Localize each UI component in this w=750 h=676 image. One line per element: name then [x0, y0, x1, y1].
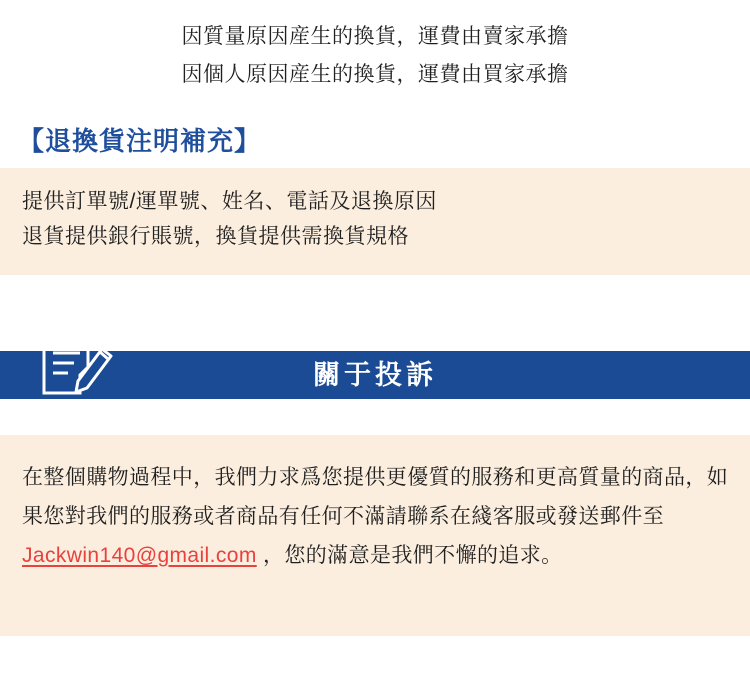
return-policy-panel [0, 168, 750, 275]
top-note-line: 因個人原因産生的換貨，運費由買家承擔 [181, 63, 569, 87]
return-policy-heading: 【退換貨注明補充】 [18, 125, 262, 156]
return-policy-line: 提供訂單號/運單號、姓名、電話及退換原因 [22, 189, 437, 213]
banner-title: 關于投訴 [313, 360, 437, 391]
pencil-note-icon [38, 327, 116, 405]
return-policy-line: 退貨提供銀行賬號，換貨提供需換貨規格 [22, 225, 409, 249]
complaint-text-before: 在整個購物過程中，我們力求爲您提供更優質的服務和更高質量的商品，如果您對我們的服務或者商品有任何不滿請聯系在綫客服或發送郵件至 [22, 466, 729, 528]
complaint-text-panel [0, 435, 750, 636]
complaint-banner [0, 327, 750, 405]
contact-email-link[interactable]: Jackwin140@gmail.com [22, 543, 257, 567]
complaint-paragraph [22, 459, 730, 576]
top-notes-block [0, 0, 750, 95]
complaint-text-after: ，您的滿意是我們不懈的追求。 [256, 543, 563, 567]
top-note-line: 因質量原因産生的換貨，運費由賣家承擔 [181, 25, 569, 48]
